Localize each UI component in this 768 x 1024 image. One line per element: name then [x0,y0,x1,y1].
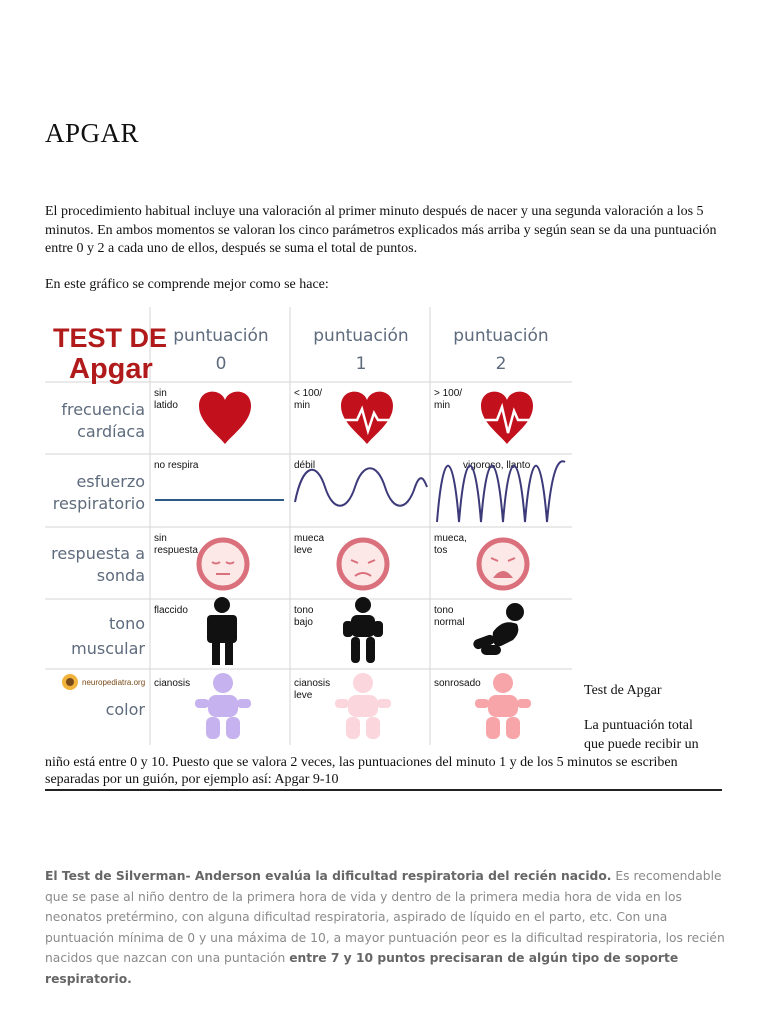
cell-label: sin [154,388,167,399]
row-label-response: respuesta a [51,544,145,563]
row-label-muscle-tone-2: muscular [71,639,145,658]
weak-breath-wave-icon [295,468,427,506]
cell-label: cianosis [154,678,191,689]
cell-label: sonrosado [434,678,481,689]
cyanotic-baby-icon [195,673,251,739]
low-tone-baby-icon [343,597,383,663]
column-header-label: puntuación [313,326,409,346]
heartbeat-icon [341,392,393,444]
row-label-response-2: sonda [96,566,145,585]
apgar-score-paragraph: niño está entre 0 y 10. Puesto que se valora 2 veces, las puntuaciones del minuto 1 y de los 5 minutos se escriben separadas por un guión, por ejemplo así: Apgar 9-10 [45,755,678,787]
neutral-face-icon [199,540,247,588]
cell-label: no respira [154,460,199,471]
apgar-infographic [45,307,575,745]
image-caption-text: La puntuación total que puede recibir un [584,718,699,752]
row-label-respiratory-2: respiratorio [52,494,145,513]
cell-label: sin [154,533,167,544]
cell-label: < 100/ [294,388,323,399]
column-header-0 [173,326,268,374]
row-label-respiratory: esfuerzo [76,472,145,491]
cell-label: normal [434,617,465,628]
silverman-body: Es recomendable que se pase al niño dentro de la primera hora de vida y dentro de la primera media hora de vida en los neonatos pretérmino, con alguna dificultad respiratoria, aspirado de líquido en el parto, etc. Con una puntuación mínima de 0 y una máxima de 10, a mayor puntuación peor es la dificultad respiratoria, los recién nacidos que nazcan con una puntación [45,869,725,965]
heartbeat-icon [481,392,533,444]
row-label-muscle-tone: tono [109,614,145,633]
cell-label: flaccido [154,605,188,616]
divider [45,789,722,791]
logo-text: neuropediatra.org [82,678,146,687]
silverman-paragraph [45,866,727,989]
infographic-title-line1: TEST DE [53,323,168,353]
column-header-score: 0 [215,354,227,374]
cell-label: min [434,400,451,411]
row-label-heart-rate-2: cardíaca [77,422,145,441]
pink-baby-icon [475,673,531,739]
column-header-label: puntuación [453,326,549,346]
cell-label: tono [434,605,454,616]
cell-label: cianosis [294,678,331,689]
column-header-score: 2 [495,354,507,374]
silverman-bold-intro: El Test de Silverman- Anderson evalúa la dificultad respiratoria del recién nacido. [45,869,612,883]
infographic-title-line2: Apgar [69,353,153,385]
grimace-face-icon [339,540,387,588]
cell-label: vigoroso, llanto [463,460,531,471]
cell-label: > 100/ [434,388,463,399]
cell-label: latido [154,400,178,411]
cell-label: mueca, [434,533,467,544]
cell-label: respuesta [154,545,198,556]
row-label-color: color [105,700,145,719]
cell-label: tos [434,545,448,556]
cell-label: leve [294,545,313,556]
cell-label: tono [294,605,314,616]
silverman-bold-conclusion: entre 7 y 10 puntos precisaran de algún tipo de soporte respiratorio. [45,951,679,986]
cell-label: bajo [294,617,313,628]
neuropediatra-logo [62,674,145,690]
cell-label: débil [294,460,316,471]
cell-label: mueca [294,533,325,544]
cell-label: leve [294,690,313,701]
intro-paragraph: El procedimiento habitual incluye una valoración al primer minuto después de nacer y una segunda valoración a los 5 minutos. En ambos momentos se valoran los cinco parámetros explicados más arriba y según sean se da una puntuación entre 0 y 2 a cada uno de ellos, después se suma el total de puntos. [45,204,717,256]
page-title: APGAR [45,118,140,148]
row-label-heart-rate: frecuencia [61,400,145,419]
image-caption-title: Test de Apgar [584,683,662,698]
cell-label: min [294,400,311,411]
heart-icon [199,392,251,444]
column-header-score: 1 [355,354,367,374]
column-header-2 [453,326,548,374]
crying-face-icon [479,540,527,588]
column-header-1 [313,326,408,374]
chart-intro-paragraph: En este gráfico se comprende mejor como se hace: [45,277,329,292]
column-header-label: puntuación [173,326,269,346]
pale-baby-icon [335,673,391,739]
limp-baby-icon [207,597,237,665]
normal-tone-baby-icon [472,603,524,655]
